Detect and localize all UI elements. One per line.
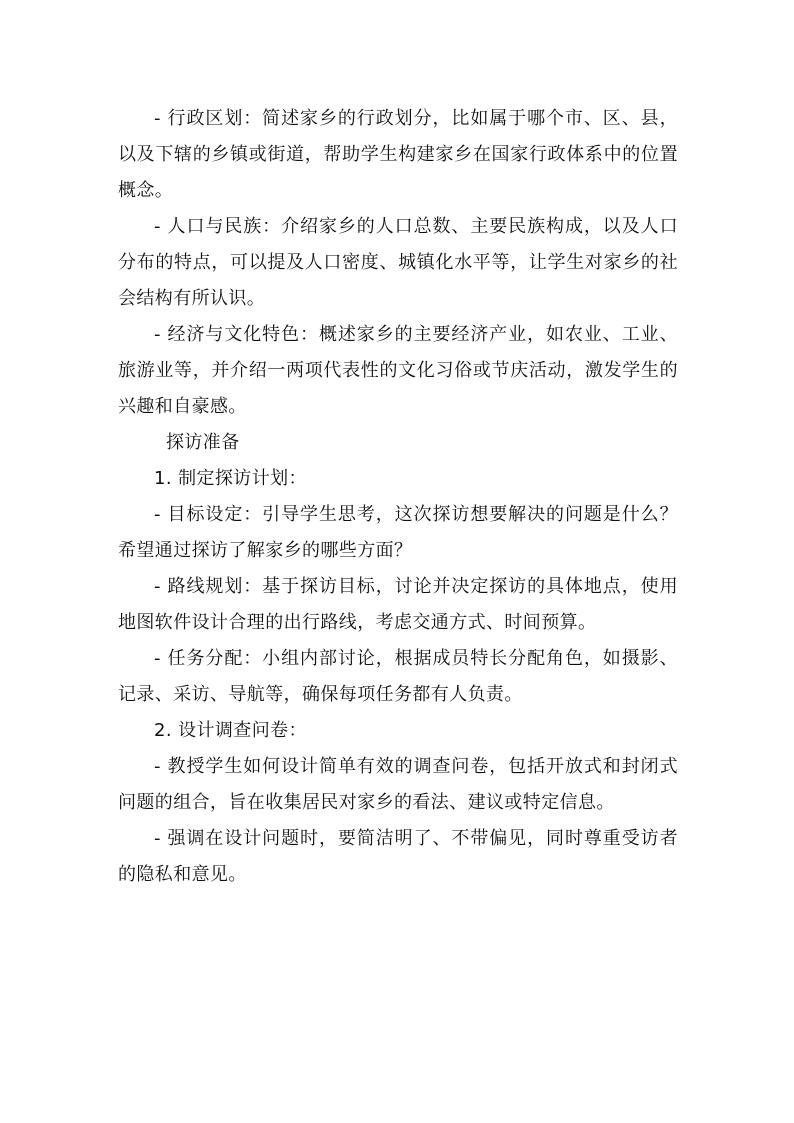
section-title: 探访准备: [166, 432, 240, 453]
step1-item-tasks: - 任务分配：小组内部讨论，根据成员特长分配角色，如摄影、记录、采访、导航等，确保每项任务都有人负责。: [118, 648, 678, 705]
step2-title: 2. 设计调查问卷：: [154, 720, 307, 741]
paragraph-population-ethnicity: - 人口与民族：介绍家乡的人口总数、主要民族构成，以及人口分布的特点，可以提及人口密度、城镇化水平等，让学生对家乡的社会结构有所认识。: [118, 216, 678, 309]
step1-item-goal: - 目标设定：引导学生思考，这次探访想要解决的问题是什么？希望通过探访了解家乡的哪些方面？: [118, 504, 678, 561]
step1-item-route: - 路线规划：基于探访目标，讨论并决定探访的具体地点，使用地图软件设计合理的出行路线，考虑交通方式、时间预算。: [118, 576, 678, 633]
step2-item-emphasis: - 强调在设计问题时，要简洁明了、不带偏见，同时尊重受访者的隐私和意见。: [118, 828, 678, 885]
paragraph-administrative-division: - 行政区划：简述家乡的行政划分，比如属于哪个市、区、县，以及下辖的乡镇或街道，帮助学生构建家乡在国家行政体系中的位置概念。: [118, 108, 678, 201]
step1-title: 1. 制定探访计划：: [154, 468, 307, 489]
paragraph-economy-culture: - 经济与文化特色：概述家乡的主要经济产业，如农业、工业、旅游业等，并介绍一两项代表性的文化习俗或节庆活动，激发学生的兴趣和自豪感。: [118, 324, 678, 417]
document-body: [118, 101, 678, 893]
step2-item-design: - 教授学生如何设计简单有效的调查问卷，包括开放式和封闭式问题的组合，旨在收集居民对家乡的看法、建议或特定信息。: [118, 756, 678, 813]
